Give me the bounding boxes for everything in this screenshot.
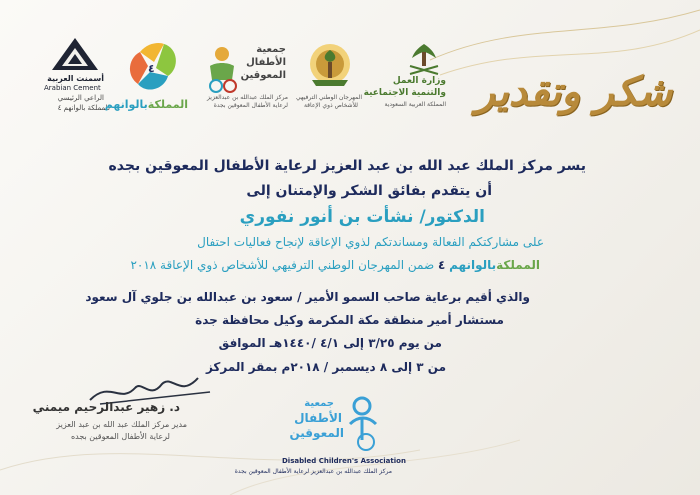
signatory-role-2: لرعاية الأطفال المعوقين بجده — [70, 432, 170, 441]
association-seal — [234, 394, 406, 494]
certificate-title: شكر وتقدير — [475, 68, 672, 115]
dca-top-caption2: لرعاية الأطفال المعوقين بجدة — [213, 102, 288, 109]
dca-top-line2: الأطفال — [246, 57, 286, 68]
seal-line2: الأطفال — [294, 411, 342, 425]
ministry-line3: المملكة العربية السعودية — [384, 101, 446, 108]
seal-line3: المعوقين — [289, 426, 344, 440]
body-line-6: والذي أقيم برعاية صاحب السمو الأمير / سعود بن عبدالله بن جلوي آل سعود — [85, 290, 530, 304]
body-line-4: على مشاركتكم الفعالة ومساندتكم لذوي الإعاقة لإنجاح فعاليات احتفال — [197, 235, 544, 249]
body-line-5 — [130, 258, 540, 272]
kingdom-word: المملكة — [147, 98, 188, 111]
ministry-line1: وزارة العمل — [392, 76, 446, 86]
festival-palm-emblem-icon — [298, 40, 362, 92]
palm-swords-icon — [404, 40, 444, 80]
body-line-2: أن يتقدم بفائق الشكر والإمتنان إلى — [246, 183, 492, 199]
recipient-name: الدكتور/ نشأت بن أنور نفوري — [239, 207, 485, 227]
line5-brand-colors: بالوانهم — [449, 258, 497, 272]
svg-text:٤: ٤ — [148, 62, 155, 75]
kingdom-colors-logo — [104, 38, 192, 118]
dca-top-caption1: مركز الملك عبدالله بن عبدالعزيز — [206, 94, 288, 101]
colorful-petals-icon — [112, 38, 192, 100]
line5-brand-number: ٤ — [437, 258, 446, 272]
arabian-cement-en: Arabian Cement — [44, 84, 101, 92]
arabian-cement-sponsor: الراعي الرئيسي — [57, 94, 104, 102]
disabled-children-logo-top — [200, 40, 290, 120]
body-line-1: يسر مركز الملك عبد الله بن عبد العزيز لرعاية الأطفال المعوقين بجده — [108, 158, 586, 174]
body-line-7: مستشار أمير منطقة مكة المكرمة وكيل محافظة جدة — [195, 313, 504, 327]
line5-brand-kingdom: المملكة — [496, 258, 540, 272]
child-figure-icon — [204, 44, 244, 94]
arabian-cement-caption: للمملكة بالوانهم ٤ — [57, 104, 110, 112]
seal-caption: مركز الملك عبدالله بن عبدالعزيز لرعاية الأطفال المعوقين بجدة — [234, 468, 392, 475]
kingdom-colors-wordmark — [105, 98, 188, 111]
seal-english: Disabled Children's Association — [282, 457, 406, 465]
dca-top-line3: المعوقين — [240, 70, 286, 81]
signatory-role-1: مدير مركز الملك عبد الله بن عبد العزيز — [56, 420, 187, 429]
arabian-cement-ar: أسمنت العربية — [47, 74, 104, 83]
line5-text: ضمن المهرجان الوطني الترفيهي للأشخاص ذوي الإعاقة ٢٠١٨ — [130, 258, 435, 272]
festival-caption1: المهرجان الوطني الترفيهي — [295, 94, 362, 101]
arabian-cement-logo — [40, 36, 110, 116]
seal-line1: جمعية — [304, 398, 334, 409]
body-line-9: من ٣ إلى ٨ ديسمبر / ٢٠١٨م بمقر المركز — [205, 360, 446, 374]
arabian-cement-emblem-icon — [40, 36, 110, 76]
signatory-name: د. زهير عبدالرحيم ميمني — [32, 400, 180, 414]
child-figure-stamp-icon — [344, 394, 384, 454]
dca-top-line1: جمعية — [256, 44, 286, 55]
colors-word: بالوانهم — [104, 98, 148, 111]
body-line-8: من يوم ٣/٢٥ إلى ٤/١ /١٤٤٠هـ الموافق — [218, 336, 442, 350]
ministry-logo — [363, 40, 450, 120]
festival-logo — [295, 40, 362, 120]
festival-caption2: للأشخاص ذوي الإعاقة — [303, 102, 358, 109]
ministry-line2: والتنمية الاجتماعية — [363, 88, 446, 98]
